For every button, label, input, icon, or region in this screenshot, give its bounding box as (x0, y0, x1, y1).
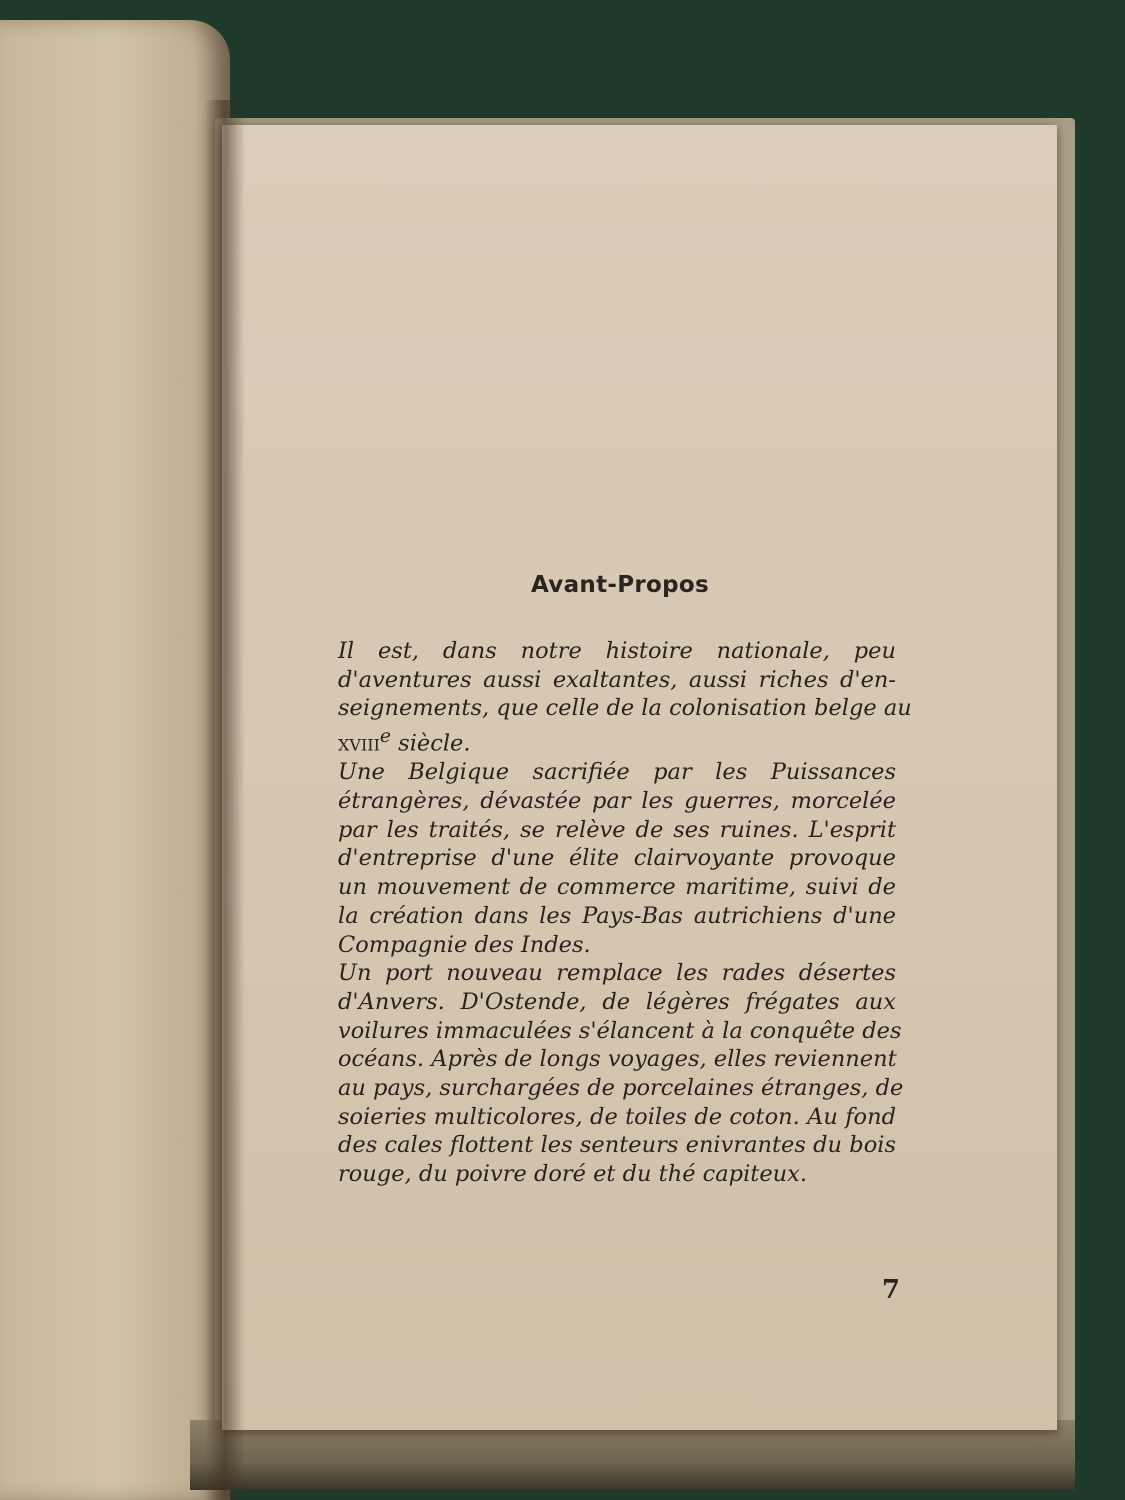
text-line: Compagnie des Indes. (338, 931, 591, 958)
text-line: océans. Après de longs voyages, elles reviennent (338, 1046, 897, 1073)
book-gutter (205, 100, 245, 1500)
superscript: e (379, 726, 392, 748)
foreword-body (298, 637, 912, 1189)
text-line: Une Belgique sacrifiée par les Puissances (338, 759, 896, 786)
text-line: rouge, du poivre doré et du thé capiteux. (338, 1161, 807, 1188)
text-line: Il est, dans notre histoire nationale, peu (338, 638, 896, 664)
text-fragment: siècle. (391, 730, 471, 757)
text-line: d'Anvers. D'Ostende, de légères frégates aux (338, 988, 896, 1015)
paragraph-1 (298, 637, 912, 758)
left-page (0, 20, 230, 1500)
text-line: d'entreprise d'une élite clairvoyante provoque (338, 845, 896, 872)
paragraph-3 (298, 959, 904, 1189)
text-line: par les traités, se relève de ses ruines. L'esprit (338, 816, 896, 843)
text-line: la création dans les Pays-Bas autrichiens d'une (338, 902, 896, 929)
text-line: des cales flottent les senteurs enivrantes du bois (338, 1132, 896, 1159)
text-line: un mouvement de commerce maritime, suivi de (338, 874, 896, 901)
text-line (298, 723, 896, 758)
page-number: 7 (881, 1275, 900, 1305)
century-numeral: xviii (338, 730, 380, 757)
text-line: voilures immaculées s'élancent à la conquête des (338, 1017, 902, 1044)
text-line: étrangères, dévastée par les guerres, morcelée (338, 788, 896, 815)
text-line: Un port nouveau remplace les rades désertes (338, 960, 896, 987)
text-line: d'aventures aussi exaltantes, aussi riches d'en- (338, 666, 896, 693)
text-line: au pays, surchargées de porcelaines étranges, de (338, 1075, 904, 1102)
page-edges (190, 1420, 1075, 1490)
page-title: Avant-Propos (531, 572, 709, 598)
text-line: soieries multicolores, de toiles de coton. Au fond (338, 1103, 896, 1130)
text-line: seignements, que celle de la colonisation belge au (338, 695, 912, 722)
paragraph-2 (298, 758, 896, 959)
